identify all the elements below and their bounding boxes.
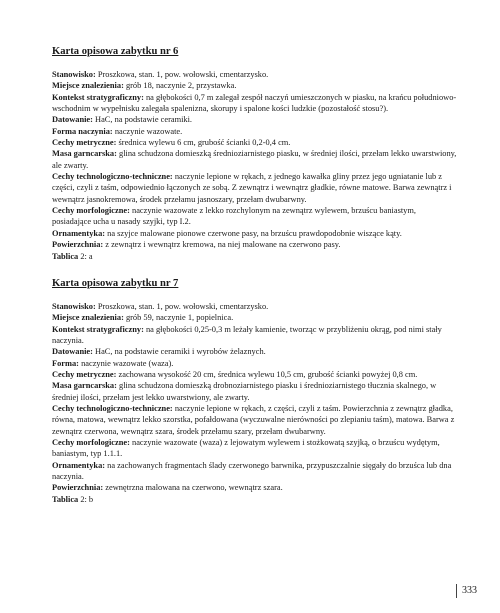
entry-site <box>52 69 457 80</box>
entry-clay-mass <box>52 148 457 171</box>
entry-metric-features <box>52 369 457 380</box>
entry-text: zewnętrzna malowana na czerwono, wewnątrz szara. <box>103 483 283 493</box>
entry-label: Kontekst stratygraficzny: <box>52 324 144 334</box>
entry-dating <box>52 114 457 125</box>
entry-ornamentation <box>52 460 457 483</box>
entry-label: Stanowisko: <box>52 301 96 311</box>
catalog-card-7 <box>52 277 457 505</box>
entry-label: Forma naczynia: <box>52 126 113 136</box>
entry-find-place <box>52 312 457 323</box>
entry-surface <box>52 482 457 493</box>
entry-text: 2: b <box>78 494 94 504</box>
entry-text: zachowana wysokość 20 cm, średnica wylewu 10,5 cm, grubość ścianki powyżej 0,8 cm. <box>116 369 418 379</box>
entry-label: Cechy technologiczno-techniczne: <box>52 172 173 182</box>
entry-label: Powierzchnia: <box>52 240 104 250</box>
entry-text: HaC, na podstawie ceramiki. <box>92 115 193 125</box>
entry-site <box>52 301 457 312</box>
entry-text: naczynie lepione w rękach, z części, czyli z taśm. Powierzchnia z zewnątrz gładka, równa, matowa, wewnątrz lekko szorstka, pofałdowana (wyczuwalne nierówności po zlepianiu taśm), matowa. Barwa z zewnątrz czerwona, wewnątrz szara, środek przełamu szary, przełam dwubarwny. <box>52 403 455 436</box>
entry-text: na głębokości 0,7 m zalegał zespół naczyń umieszczonych w piasku, na krańcu południowo-wschodnim w wypełnisku zalegała spalenizna, skorupy i spalone kości ludzkie (pozostałość stosu?). <box>52 92 457 114</box>
card-title: Karta opisowa zabytku nr 7 <box>52 277 179 289</box>
entry-technology <box>52 171 457 205</box>
entry-text: naczynie wazowate. <box>112 126 183 136</box>
entry-label: Masa garncarska: <box>52 381 117 391</box>
entry-label: Ornamentyka: <box>52 228 106 238</box>
entry-label: Datowanie: <box>52 115 93 125</box>
entry-label: Powierzchnia: <box>52 483 104 493</box>
entry-text: naczynie wazowate (waza). <box>78 358 174 368</box>
entry-plate <box>52 494 457 505</box>
entry-label: Kontekst stratygraficzny: <box>52 92 144 102</box>
entry-text: na zachowanych fragmentach ślady czerwonego barwnika, przypuszczalnie sięgały do brzuśca lub dna naczynia. <box>52 460 452 481</box>
entry-morphology <box>52 205 457 228</box>
entry-find-place <box>52 80 457 91</box>
entry-text: HaC, na podstawie ceramiki i wyrobów żelaznych. <box>92 347 266 357</box>
entry-label: Miejsce znalezienia: <box>52 313 124 323</box>
entry-text: Proszkowa, stan. 1, pow. wołowski, cmentarzysko. <box>95 70 269 79</box>
entry-label: Miejsce znalezienia: <box>52 81 124 91</box>
entry-label: Cechy metryczne: <box>52 138 117 148</box>
entry-text: naczynie wazowate (waza) z lejowatym wylewem i stożkowatą szyjką, o brzuścu wydętym, baniastym, typ 1.1.1. <box>52 437 440 459</box>
entry-label: Cechy technologiczno-techniczne: <box>52 403 173 413</box>
entry-metric-features <box>52 137 457 148</box>
entry-text: glina schudzona domieszką średnioziarnistego piasku, w średniej ilości, przełam lekko uwarstwiony, ale zwarty. <box>52 149 457 170</box>
entry-dating <box>52 346 457 357</box>
entry-text: glina schudzona domieszką drobnoziarnistego piasku i średnioziarnistego tłucznia skalnego, w średniej ilości, przełam jest lekko uwarstwiony, ale zwarty. <box>52 381 437 402</box>
entry-label: Tablica <box>52 494 79 504</box>
entry-label: Tablica <box>52 251 79 261</box>
catalog-card-6 <box>52 45 457 262</box>
entry-text: naczynie lepione w rękach, z jednego kawałka gliny przez jego ugniatanie lub z części, czyli z taśm, odpowiednio łączonych ze sobą. Z zewnątrz i wewnątrz gładkie, równe matowe. Barwa zewnątrz i wewnątrz jasnokremowa, środek przełamu jasnoszary, przełam dwubarwny. <box>52 172 452 204</box>
entry-label: Cechy morfologiczne: <box>52 206 130 216</box>
entry-clay-mass <box>52 380 457 403</box>
entry-text: na szyjce malowane pionowe czerwone pasy, na brzuścu prawdopodobnie wiszące kąty. <box>105 228 402 238</box>
entry-text: Proszkowa, stan. 1, pow. wołowski, cmentarzysko. <box>95 301 269 311</box>
entry-text: grób 18, naczynie 2, przystawka. <box>123 81 237 91</box>
entry-technology <box>52 403 457 437</box>
entry-label: Datowanie: <box>52 347 93 357</box>
page-number: 333 <box>456 584 477 598</box>
entry-stratigraphic-context <box>52 324 457 347</box>
entry-label: Forma: <box>52 358 79 368</box>
entry-form <box>52 358 457 369</box>
entry-text: z zewnątrz i wewnątrz kremowa, na niej malowane na czerwono pasy. <box>103 240 341 250</box>
entry-label: Stanowisko: <box>52 70 96 79</box>
entry-ornamentation <box>52 228 457 239</box>
entry-text: 2: a <box>78 251 93 261</box>
entry-surface <box>52 239 457 250</box>
entry-morphology <box>52 437 457 460</box>
document-page <box>52 0 457 505</box>
entry-label: Masa garncarska: <box>52 149 117 159</box>
entry-label: Cechy morfologiczne: <box>52 437 130 447</box>
card-title: Karta opisowa zabytku nr 6 <box>52 46 179 57</box>
entry-plate <box>52 251 457 262</box>
entry-vessel-form <box>52 126 457 137</box>
entry-text: naczynie wazowate z lekko rozchylonym na zewnątrz wylewem, brzuścu baniastym, posiadające ucha u nasady szyjki, typ I.2. <box>52 206 416 227</box>
entry-text: na głębokości 0,25-0,3 m leżały kamienie, tworząc w przybliżeniu okrąg, pod nimi stały naczynia. <box>52 324 442 345</box>
entry-text: średnica wylewu 6 cm, grubość ścianki 0,2-0,4 cm. <box>116 138 291 148</box>
entry-label: Ornamentyka: <box>52 460 106 470</box>
entry-label: Cechy metryczne: <box>52 369 117 379</box>
entry-stratigraphic-context <box>52 92 457 115</box>
entry-text: grób 59, naczynie 1, popielnica. <box>123 313 234 323</box>
